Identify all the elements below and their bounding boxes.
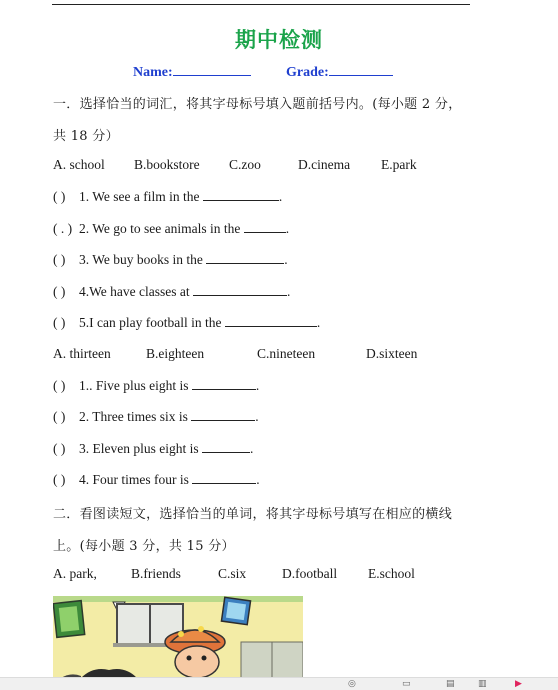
section2-heading-2: 上。(每小题 3 分，共 15 分） [53,539,235,554]
answer-blank[interactable] [193,283,287,296]
question-text: 2. Three times six is [79,409,188,424]
question-row: ( ) 2. Three times six is . [53,409,259,424]
question-row: ( ) 4.We have classes at . [53,284,291,299]
illustration-image [53,596,303,678]
question-text: 5.I can play football in the [79,315,222,330]
section1-heading-1: 一．选择恰当的词汇，将其字母标号填入题前括号内。(每小题 2 分， [53,97,462,112]
single-page-icon[interactable]: ▭ [402,679,411,689]
question-row: ( ) 3. We buy books in the . [53,252,288,267]
answer-paren[interactable]: ( ) [53,409,66,424]
section2-heading-1: 二．看图读短文，选择恰当的单词，将其字母标号填写在相应的横线 [53,507,453,522]
answer-blank[interactable] [225,314,317,327]
answer-paren[interactable]: ( ) [53,315,66,330]
name-blank[interactable] [173,62,251,76]
question-text: 4. Four times four is [79,472,189,487]
answer-blank[interactable] [191,408,255,421]
top-rule [52,4,470,5]
continuous-page-icon[interactable]: ▤ [446,679,455,689]
answer-blank[interactable] [202,440,250,453]
answer-paren[interactable]: ( ) [53,284,66,299]
question-row: ( ) 5.I can play football in the . [53,315,321,330]
question-text: 4.We have classes at [79,284,190,299]
answer-paren[interactable]: ( ) [53,252,66,267]
answer-paren[interactable]: ( ) [53,441,66,456]
answer-blank[interactable] [192,377,256,390]
question-text: 3. Eleven plus eight is [79,441,199,456]
section1-heading-2: 共 18 分） [53,129,119,144]
option-e: E.school [368,566,415,581]
play-icon[interactable]: ▶ [515,679,522,689]
two-page-icon[interactable]: ▥ [478,679,487,689]
question-row: ( ) 1. We see a film in the . [53,189,283,204]
grade-field [286,62,393,81]
option-d: D.sixteen [366,346,418,361]
option-b: B.friends [131,566,181,581]
question-text: 1.. Five plus eight is [79,378,189,393]
answer-blank[interactable] [192,471,256,484]
question-row: ( ) 1.. Five plus eight is . [53,378,260,393]
question-text: 3. We buy books in the [79,252,203,267]
answer-paren[interactable]: ( . ) [53,221,73,236]
answer-paren[interactable]: ( ) [53,189,66,204]
option-d: D.cinema [298,157,351,172]
option-d: D.football [282,566,338,581]
name-label: Name: [133,65,173,80]
name-field [133,62,251,81]
question-row: ( . ) 2. We go to see animals in the . [53,221,290,236]
option-c: C.zoo [229,157,261,172]
answer-blank[interactable] [206,251,284,264]
cartoon-classroom [53,596,303,678]
question-row: ( ) 3. Eleven plus eight is . [53,441,254,456]
zoom-icon[interactable]: ◎ [348,679,356,689]
answer-blank[interactable] [244,220,286,233]
option-b: B.bookstore [134,157,200,172]
option-c: C.six [218,566,247,581]
option-b: B.eighteen [146,346,205,361]
answer-paren[interactable]: ( ) [53,472,66,487]
question-text: 2. We go to see animals in the [79,221,241,236]
question-row: ( ) 4. Four times four is . [53,472,260,487]
answer-blank[interactable] [203,188,279,201]
question-text: 1. We see a film in the [79,189,200,204]
option-a: A. thirteen [53,346,111,361]
option-c: C.nineteen [257,346,316,361]
grade-label: Grade: [286,65,329,80]
answer-paren[interactable]: ( ) [53,378,66,393]
page-title: 期中检测 [235,28,323,52]
viewer-toolbar [0,677,558,690]
grade-blank[interactable] [329,62,393,76]
option-a: A. school [53,157,105,172]
option-e: E.park [381,157,417,172]
option-a: A. park, [53,566,97,581]
